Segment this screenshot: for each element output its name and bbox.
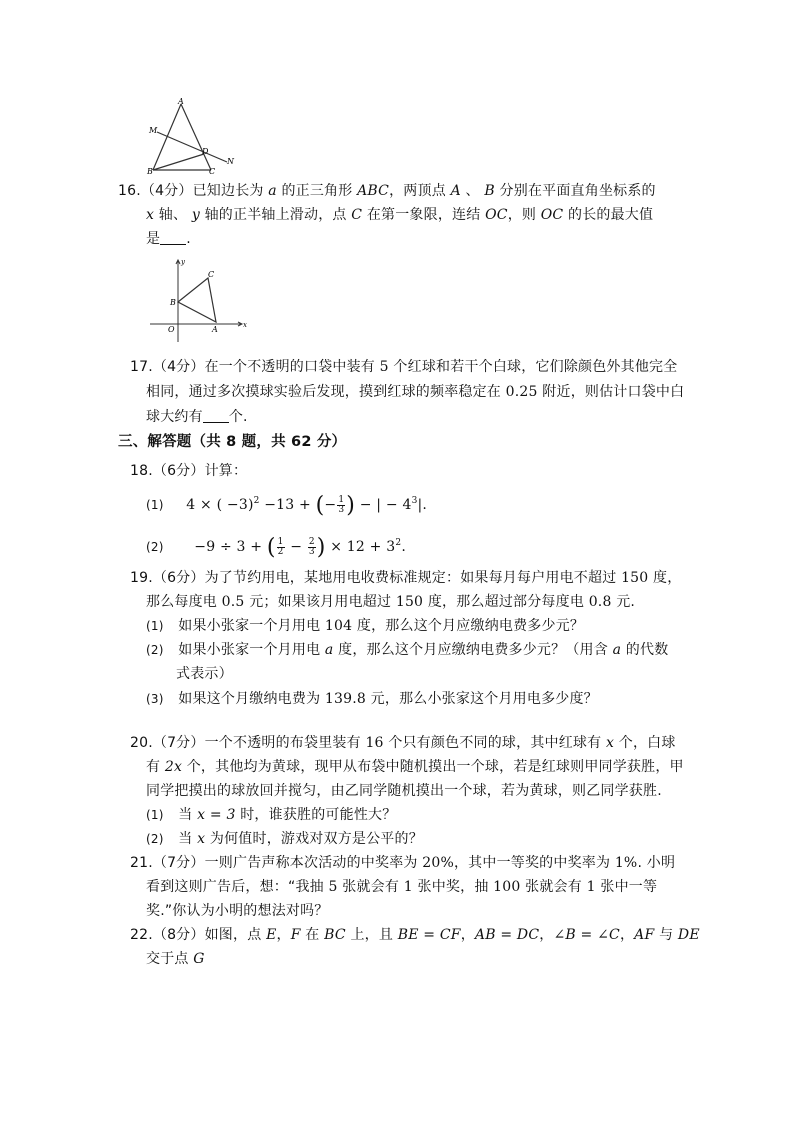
q17-line3: 球大约有 个.	[146, 409, 248, 425]
q17-line1: 17.（4分）在一个不透明的口袋中装有 5 个红球和若干个白球，它们除颜色外其他完全	[130, 359, 678, 375]
q18-part1: (1) 4 × ( −3)$^2$ −13 + (− $\frac{1}{3}$ ) − | − $4^3|$.	[146, 493, 428, 518]
q20-line2: 有 2x 个，其他均为黄球，现甲从布袋中随机摸出一个球，若是红球则甲同学获胜，甲	[146, 759, 684, 775]
q21-line1: 21.（7分）一则广告声称本次活动的中奖率为 20%，其中一等奖的中奖率为 1%. 小明	[130, 855, 676, 871]
q21-line3: 奖.”你认为小明的想法对吗？	[146, 903, 329, 919]
q17-line2: 相同，通过多次摸球实验后发现，摸到红球的频率稳定在 0.25 附近，则估计口袋中白	[146, 384, 685, 400]
axis-label-x: x	[243, 321, 247, 329]
q20-line1: 20.（7分）一个不透明的布袋里装有 16 个只有颜色不同的球，其中红球有 x 个，白球	[130, 735, 676, 751]
q18-part2: (2) −9 ÷ 3 + ( $\frac{1}{2}$ − $\frac{2}{3}$ ) × $12 + 3^2$.	[146, 535, 406, 560]
figure-label-M: M	[149, 126, 158, 135]
point-label-A: A	[212, 325, 218, 334]
q19-line2: 那么每度电 0.5 元；如果该月用电超过 150 度，那么超过部分每度电 0.8 元.	[146, 594, 636, 610]
q16-line1: 16.（4分）已知边长为 a 的正三角形 ABC，两顶点 A 、 B 分别在平面直角坐标系的	[118, 183, 656, 199]
point-label-O: O	[168, 325, 175, 334]
q21-line2: 看到这则广告后，想：“我抽 5 张就会有 1 张中奖，抽 100 张就会有 1 张中一等	[146, 879, 658, 895]
coordinate-figure	[146, 256, 250, 344]
q19-part1: (1) 如果小张家一个月用电 104 度，那么这个月应缴纳电费多少元？	[146, 618, 585, 634]
section-heading: 三、解答题（共 8 题，共 62 分）	[118, 434, 347, 450]
triangle-ABC	[178, 278, 216, 322]
q18-line1: 18.（6分）计算：	[130, 463, 248, 479]
figure-line-AB	[153, 104, 181, 170]
answer-blank	[160, 230, 186, 245]
q16-line3: 是 .	[146, 231, 191, 247]
q22-line1: 22.（8分）如图，点 E，F 在 BC 上，且 BE = CF，AB = DC，∠B = ∠C，AF 与 DE	[130, 927, 700, 943]
q16-line2: x 轴、 y 轴的正半轴上滑动，点 C 在第一象限，连结 OC，则 OC 的长的最大值	[146, 207, 654, 223]
point-label-B: B	[170, 298, 176, 307]
q20-line3: 同学把摸出的球放回并搅匀，由乙同学随机摸出一个球，若为黄球，则乙同学获胜.	[146, 783, 662, 799]
figure-label-D: D	[202, 147, 209, 156]
figure-label-C: C	[209, 167, 216, 176]
figure-label-N: N	[227, 157, 234, 166]
q19-line1: 19.（6分）为了节约用电，某地用电收费标准规定：如果每月每户用电不超过 150 度，	[130, 570, 682, 586]
figure-label-A: A	[178, 97, 184, 106]
q20-part1: (1) 当 x = 3 时，谁获胜的可能性大？	[146, 807, 397, 823]
q22-line2: 交于点 G	[146, 951, 205, 967]
figure-line-BD	[153, 154, 204, 170]
axis-label-y: y	[181, 258, 185, 266]
q19-part3: (3) 如果这个月缴纳电费为 139.8 元，那么小张家这个月用电多少度？	[146, 691, 598, 707]
q20-part2: (2) 当 x 为何值时，游戏对双方是公平的？	[146, 831, 423, 847]
triangle-figure-top	[143, 96, 239, 176]
q19-part2-cont: 式表示）	[176, 666, 233, 682]
answer-blank	[203, 408, 229, 423]
q19-part2: (2) 如果小张家一个月用电 a 度，那么这个月应缴纳电费多少元？（用含 a 的代数	[146, 642, 669, 658]
figure-label-B: B	[147, 167, 153, 176]
point-label-C: C	[208, 270, 215, 279]
